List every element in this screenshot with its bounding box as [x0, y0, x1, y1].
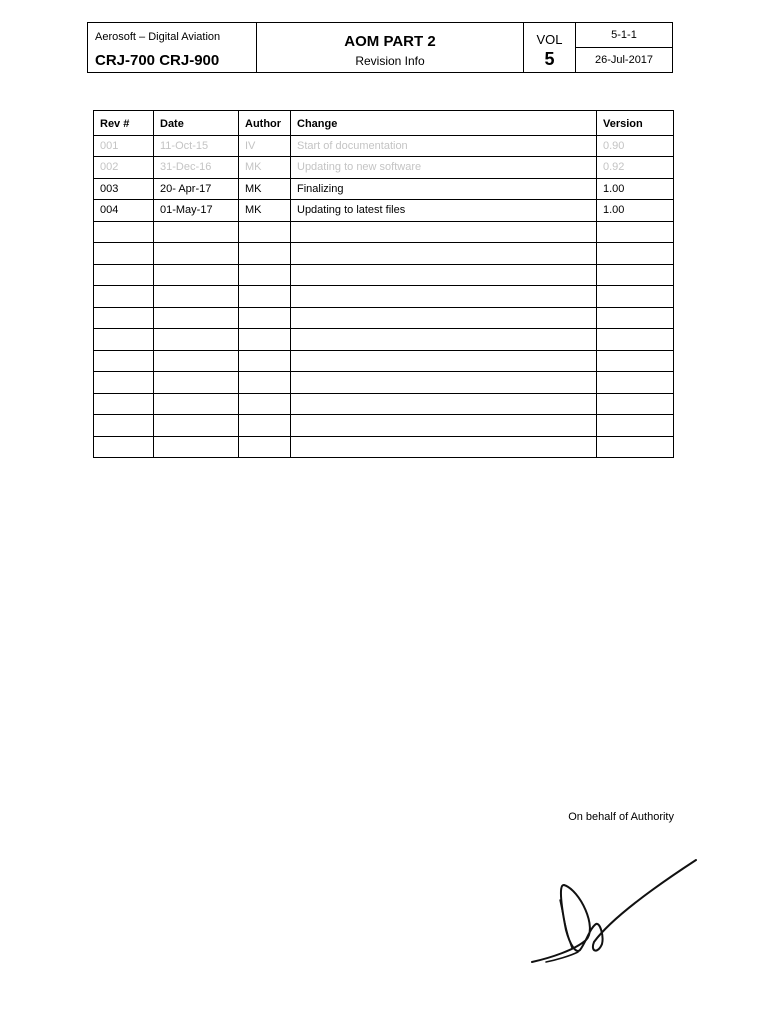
volume-label: VOL — [536, 32, 563, 47]
empty-cell — [154, 372, 239, 394]
date-cell: 11-Oct-15 — [154, 135, 239, 157]
empty-table-row — [94, 436, 674, 458]
empty-cell — [239, 436, 291, 458]
empty-cell — [94, 393, 154, 415]
company-name: Aerosoft – Digital Aviation — [95, 31, 221, 43]
empty-cell — [291, 329, 597, 351]
empty-cell — [291, 286, 597, 308]
empty-table-row — [94, 221, 674, 243]
version-cell: 0.92 — [597, 157, 674, 179]
authority-label: On behalf of Authority — [568, 811, 674, 823]
version-cell: 1.00 — [597, 178, 674, 200]
header-company-cell — [88, 23, 257, 72]
empty-cell — [291, 436, 597, 458]
empty-cell — [597, 329, 674, 351]
header-volume-cell — [524, 23, 576, 72]
aircraft-models: CRJ-700 CRJ-900 — [95, 52, 220, 69]
change-cell: Start of documentation — [291, 135, 597, 157]
change-cell: Updating to new software — [291, 157, 597, 179]
empty-cell — [239, 393, 291, 415]
empty-cell — [94, 286, 154, 308]
empty-cell — [291, 264, 597, 286]
empty-cell — [94, 264, 154, 286]
empty-cell — [239, 350, 291, 372]
empty-cell — [154, 264, 239, 286]
empty-cell — [597, 307, 674, 329]
empty-cell — [239, 329, 291, 351]
volume-number: 5 — [544, 49, 555, 69]
empty-cell — [94, 415, 154, 437]
table-row — [94, 200, 674, 222]
empty-cell — [154, 307, 239, 329]
empty-cell — [239, 286, 291, 308]
empty-cell — [154, 243, 239, 265]
empty-cell — [94, 329, 154, 351]
table-row — [94, 135, 674, 157]
empty-table-row — [94, 286, 674, 308]
header-ref-cell — [576, 23, 672, 72]
version-cell: 0.90 — [597, 135, 674, 157]
empty-cell — [239, 221, 291, 243]
empty-cell — [94, 372, 154, 394]
document-title: AOM PART 2 — [344, 33, 436, 50]
empty-cell — [239, 264, 291, 286]
empty-table-row — [94, 415, 674, 437]
column-header: Author — [239, 111, 291, 136]
version-cell: 1.00 — [597, 200, 674, 222]
date-cell: 31-Dec-16 — [154, 157, 239, 179]
empty-cell — [154, 329, 239, 351]
empty-table-row — [94, 350, 674, 372]
document-header — [87, 22, 673, 73]
empty-cell — [154, 350, 239, 372]
date-cell: 20- Apr-17 — [154, 178, 239, 200]
empty-cell — [597, 221, 674, 243]
empty-cell — [94, 243, 154, 265]
empty-table-row — [94, 329, 674, 351]
empty-cell — [239, 243, 291, 265]
empty-cell — [597, 264, 674, 286]
page-reference: 5-1-1 — [576, 23, 672, 48]
empty-cell — [94, 307, 154, 329]
empty-table-row — [94, 393, 674, 415]
empty-cell — [154, 286, 239, 308]
empty-cell — [291, 393, 597, 415]
empty-cell — [239, 307, 291, 329]
empty-cell — [597, 286, 674, 308]
rev-number-cell: 004 — [94, 200, 154, 222]
date-cell: 01-May-17 — [154, 200, 239, 222]
document-subtitle: Revision Info — [355, 54, 425, 68]
column-header: Date — [154, 111, 239, 136]
empty-table-row — [94, 264, 674, 286]
empty-table-row — [94, 307, 674, 329]
table-row — [94, 157, 674, 179]
empty-cell — [597, 372, 674, 394]
empty-cell — [597, 350, 674, 372]
empty-cell — [94, 350, 154, 372]
empty-cell — [597, 415, 674, 437]
header-title-cell — [257, 23, 524, 72]
empty-cell — [291, 350, 597, 372]
column-header: Change — [291, 111, 597, 136]
revision-table — [93, 110, 674, 458]
empty-cell — [291, 372, 597, 394]
signature-image — [520, 850, 710, 980]
author-cell: MK — [239, 157, 291, 179]
author-cell: IV — [239, 135, 291, 157]
column-header: Version — [597, 111, 674, 136]
empty-cell — [239, 372, 291, 394]
empty-cell — [154, 415, 239, 437]
rev-number-cell: 003 — [94, 178, 154, 200]
empty-cell — [597, 436, 674, 458]
empty-cell — [154, 393, 239, 415]
author-cell: MK — [239, 200, 291, 222]
table-row — [94, 178, 674, 200]
change-cell: Finalizing — [291, 178, 597, 200]
document-date: 26-Jul-2017 — [594, 54, 654, 66]
rev-number-cell: 001 — [94, 135, 154, 157]
empty-cell — [154, 221, 239, 243]
empty-cell — [597, 393, 674, 415]
empty-cell — [239, 415, 291, 437]
rev-number-cell: 002 — [94, 157, 154, 179]
empty-cell — [291, 221, 597, 243]
empty-cell — [291, 415, 597, 437]
empty-cell — [154, 436, 239, 458]
column-header: Rev # — [94, 111, 154, 136]
table-header-row — [94, 111, 674, 136]
change-cell: Updating to latest files — [291, 200, 597, 222]
empty-cell — [94, 221, 154, 243]
empty-cell — [291, 307, 597, 329]
empty-cell — [597, 243, 674, 265]
empty-cell — [291, 243, 597, 265]
empty-table-row — [94, 372, 674, 394]
empty-table-row — [94, 243, 674, 265]
empty-cell — [94, 436, 154, 458]
author-cell: MK — [239, 178, 291, 200]
